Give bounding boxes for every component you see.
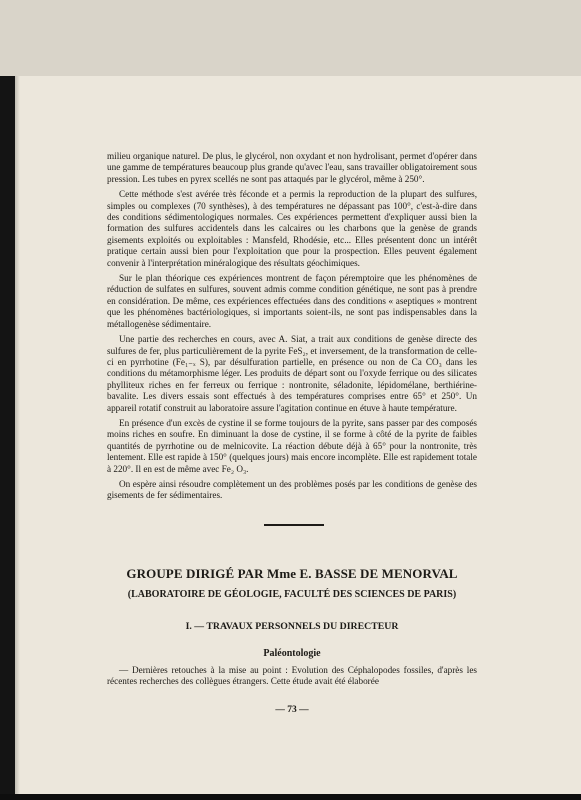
body-text bbox=[107, 151, 477, 506]
group-title: GROUPE DIRIGÉ PAR Mme E. BASSE DE MENORVAL bbox=[126, 566, 458, 581]
paragraph: On espère ainsi résoudre complètement un des problèmes posés par les conditions de genèse des gisements de fer sédimentaires. bbox=[107, 478, 477, 501]
laboratory-title: (LABORATOIRE DE GÉOLOGIE, FACULTÉ DES SCIENCES DE PARIS) bbox=[127, 589, 457, 600]
paragraph: Une partie des recherches en cours, avec A. Siat, a trait aux conditions de genèse directe des sulfures de fer, plus particulièrement de la pyrite FeS₂, et inversement, de la transformation de celle-ci en pyrrhotine (Fe₁₋ₓ S), par désulfuration partielle, en présence ou non de Ca CO₃ dans les conditions du métamorphisme léger. Les produits de départ sont ou l'oxyde ferrique ou des silicates phylliteux riches en fer ferreux ou ferrique : nontronite, séladonite, lépidomélane, berthiérine-bavalite. Les divers essais sont effectués à des températures comprises entre 65° et 250°. Un appareil rotatif construit au laboratoire assure l'agitation continue en étuve à haute température. bbox=[107, 334, 477, 413]
paragraph: Cette méthode s'est avérée très féconde et a permis la reproduction de la plupart des sulfures, simples ou complexes (70 synthèses), à des températures ne dépassant pas 100°, c'est-à-dire dans des conditions sédimentologiques normales. Ces expériences permettent d'expliquer aussi bien la formation des sulfures accidentels dans les calcaires ou les charbons que la genèse de grands gisements exploités ou exploitables : Mansfeld, Rhodésie, etc... Elles présentent donc un intérêt pratique certain aussi bien pour l'exploitation que pour la prospection. Elles peuvent également convenir à l'interprétation minéralogique des résultats géochimiques. bbox=[107, 189, 477, 268]
scan-background bbox=[0, 0, 581, 76]
paragraph: milieu organique naturel. De plus, le glycérol, non oxydant et non hydrolisant, permet d'opérer dans une gamme de températures beaucoup plus grande qu'avec l'eau, sans travailler obligatoirement sous pression. Les tubes en pyrex scellés ne sont pas attaqués par le glycérol, même à 250°. bbox=[107, 151, 477, 184]
section-title: I. — TRAVAUX PERSONNELS DU DIRECTEUR bbox=[185, 621, 399, 632]
paragraph: — Dernières retouches à la mise au point : Evolution des Céphalopodes fossiles, d'après les récentes recherches des collègues étrangers. Cette étude avait été élaborée bbox=[107, 665, 477, 687]
page-edge-shadow bbox=[15, 76, 20, 794]
section-divider bbox=[264, 524, 324, 526]
subsection-title: Paléontologie bbox=[263, 648, 321, 659]
paragraph: En présence d'un excès de cystine il se forme toujours de la pyrite, sans passer par des composés moins riches en soufre. En diminuant la dose de cystine, il se forme à côté de la pyrite de faibles quantités de pyrrhotine ou de melnicovite. La réaction débute déjà à 65° pour la nontronite, très lentement. Elle est rapide à 150° (quelques jours) mais encore incomplète. Elle est rapidement totale à 220°. Il en est de même avec Fe₂ O₃. bbox=[107, 417, 477, 474]
page-number: — 73 — bbox=[275, 705, 309, 715]
scan-border bbox=[0, 794, 581, 800]
paragraph: Sur le plan théorique ces expériences montrent de façon péremptoire que les phénomènes de réduction de sulfates en sulfures, souvent admis comme condition génétique, ne sont pas à prendre en considération. De même, ces expériences effectuées dans des conditions « aseptiques » montrent que les phénomènes bactériologiques, si importants soient-ils, ne sont pas indispensables dans la métallogenèse sédimentaire. bbox=[107, 273, 477, 329]
